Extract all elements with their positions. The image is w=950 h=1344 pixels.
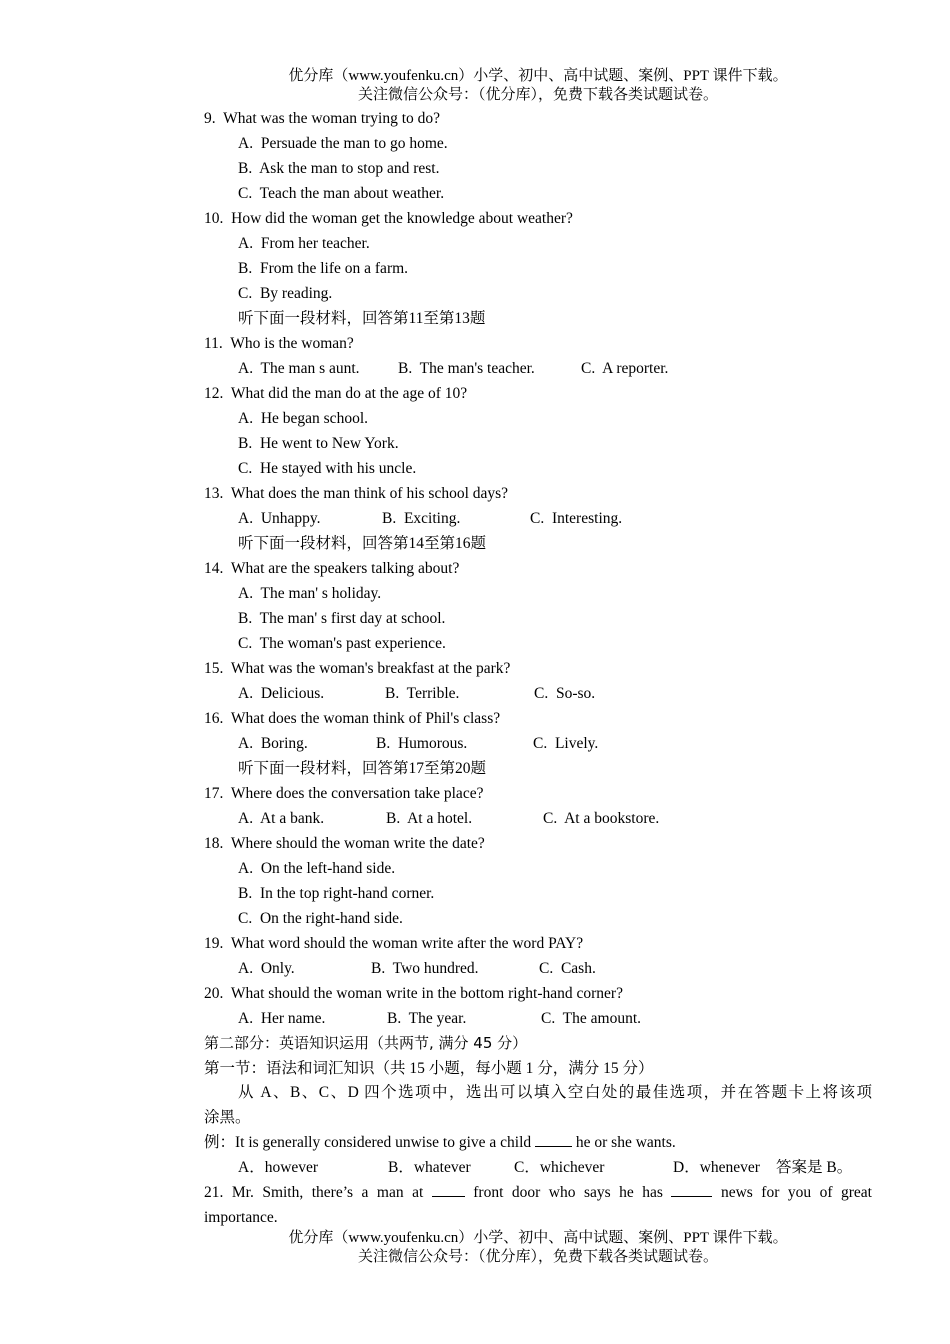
example-option-c: C．whichever (514, 1159, 605, 1176)
instruction-line-2: 涂黑。 (204, 1109, 251, 1126)
question-20-option-c: C. The amount. (541, 1010, 642, 1027)
question-14-option-a: A. The man' s holiday. (238, 585, 382, 602)
question-14-option-c: C. The woman's past experience. (238, 635, 446, 652)
example-option-a: A．however (238, 1159, 319, 1176)
question-21-blank-1 (432, 1182, 465, 1197)
instruction-text-1: 从 A、B、C、D 四个选项中，选出可以填入空白处的最佳选项，并在答题卡上将该项 (238, 1084, 872, 1101)
example-option-d: D．whenever (673, 1159, 760, 1176)
question-12-option-c: C. He stayed with his uncle. (238, 460, 417, 477)
example-blank (535, 1132, 572, 1147)
listening-note-17-20: 听下面一段材料，回答第17至第20题 (238, 760, 487, 777)
question-18-option-a: A. On the left-hand side. (238, 860, 396, 877)
question-20-option-a: A. Her name. (238, 1010, 326, 1027)
question-12-option-b: B. He went to New York. (238, 435, 399, 452)
question-17-option-a: A. At a bank. (238, 810, 325, 827)
question-11-option-c: C. A reporter. (581, 360, 669, 377)
question-15-stem: 15. What was the woman's breakfast at the park? (204, 660, 511, 677)
question-13-stem: 13. What does the man think of his school days? (204, 485, 509, 502)
question-17-stem: 17. Where does the conversation take place? (204, 785, 484, 802)
question-9-option-a: A. Persuade the man to go home. (238, 135, 448, 152)
question-17-option-b: B. At a hotel. (386, 810, 473, 827)
question-16-option-c: C. Lively. (533, 735, 599, 752)
question-10-option-b: B. From the life on a farm. (238, 260, 409, 277)
question-10-option-a: A. From her teacher. (238, 235, 370, 252)
question-18-option-b: B. In the top right-hand corner. (238, 885, 435, 902)
question-21-blank-2 (671, 1182, 712, 1197)
example-text-after: he or she wants. (572, 1134, 676, 1151)
footer-line-2: 关注微信公众号：（优分库），免费下载各类试题试卷。 (357, 1249, 718, 1265)
part-2-title: 第二部分：英语知识运用（共两节, 满分 45 分） (204, 1034, 528, 1052)
question-18-stem: 18. Where should the woman write the date? (204, 835, 485, 852)
question-21-line-2: importance. (204, 1209, 278, 1226)
question-21-part-1: 21. Mr. Smith, there’s a man at (204, 1184, 432, 1201)
question-19-option-a: A. Only. (238, 960, 295, 977)
question-20-option-b: B. The year. (387, 1010, 467, 1027)
question-13-option-c: C. Interesting. (530, 510, 623, 527)
question-17-option-c: C. At a bookstore. (543, 810, 660, 827)
question-15-option-b: B. Terrible. (385, 685, 460, 702)
question-11-stem: 11. Who is the woman? (204, 335, 354, 352)
question-11-option-b: B. The man's teacher. (398, 360, 535, 377)
question-16-option-b: B. Humorous. (376, 735, 468, 752)
example-answer: 答案是 B。 (776, 1159, 853, 1176)
question-12-stem: 12. What did the man do at the age of 10? (204, 385, 468, 402)
question-11-option-a: A. The man s aunt. (238, 360, 360, 377)
question-19-option-b: B. Two hundred. (371, 960, 479, 977)
question-13-option-b: B. Exciting. (382, 510, 461, 527)
question-21-part-2: front door who says he has (464, 1184, 672, 1201)
listening-note-14-16: 听下面一段材料，回答第14至第16题 (238, 535, 487, 552)
question-15-option-c: C. So-so. (534, 685, 596, 702)
question-18-option-c: C. On the right-hand side. (238, 910, 403, 927)
question-13-option-a: A. Unhappy. (238, 510, 321, 527)
question-21-part-3: news for you of great (712, 1184, 872, 1201)
question-19-option-c: C. Cash. (539, 960, 596, 977)
question-21-line-1 (204, 1180, 872, 1205)
example-option-b: B．whatever (388, 1159, 471, 1176)
question-16-stem: 16. What does the woman think of Phil's class? (204, 710, 501, 727)
question-14-stem: 14. What are the speakers talking about? (204, 560, 460, 577)
question-16-option-a: A. Boring. (238, 735, 308, 752)
section-1-title: 第一节：语法和词汇知识（共 15 小题，每小题 1 分，满分 15 分） (204, 1060, 654, 1077)
question-10-option-c: C. By reading. (238, 285, 333, 302)
listening-note-11-13: 听下面一段材料，回答第11至第13题 (238, 310, 486, 327)
question-9-stem: 9. What was the woman trying to do? (204, 110, 441, 127)
header-line-2: 关注微信公众号：（优分库），免费下载各类试题试卷。 (357, 87, 718, 103)
question-14-option-b: B. The man' s first day at school. (238, 610, 446, 627)
question-19-stem: 19. What word should the woman write after the word PAY? (204, 935, 584, 952)
instruction-line-1 (238, 1080, 872, 1105)
question-12-option-a: A. He began school. (238, 410, 368, 427)
question-15-option-a: A. Delicious. (238, 685, 325, 702)
example-text-before: 例：It is generally considered unwise to give a child (204, 1134, 536, 1151)
question-9-option-c: C. Teach the man about weather. (238, 185, 445, 202)
question-20-stem: 20. What should the woman write in the bottom right-hand corner? (204, 985, 623, 1002)
header-line-1: 优分库（www.youfenku.cn）小学、初中、高中试题、案例、PPT 课件下载。 (288, 68, 788, 84)
question-9-option-b: B. Ask the man to stop and rest. (238, 160, 440, 177)
example-sentence (204, 1130, 676, 1155)
footer-line-1: 优分库（www.youfenku.cn）小学、初中、高中试题、案例、PPT 课件下载。 (288, 1230, 788, 1246)
question-10-stem: 10. How did the woman get the knowledge about weather? (204, 210, 573, 227)
